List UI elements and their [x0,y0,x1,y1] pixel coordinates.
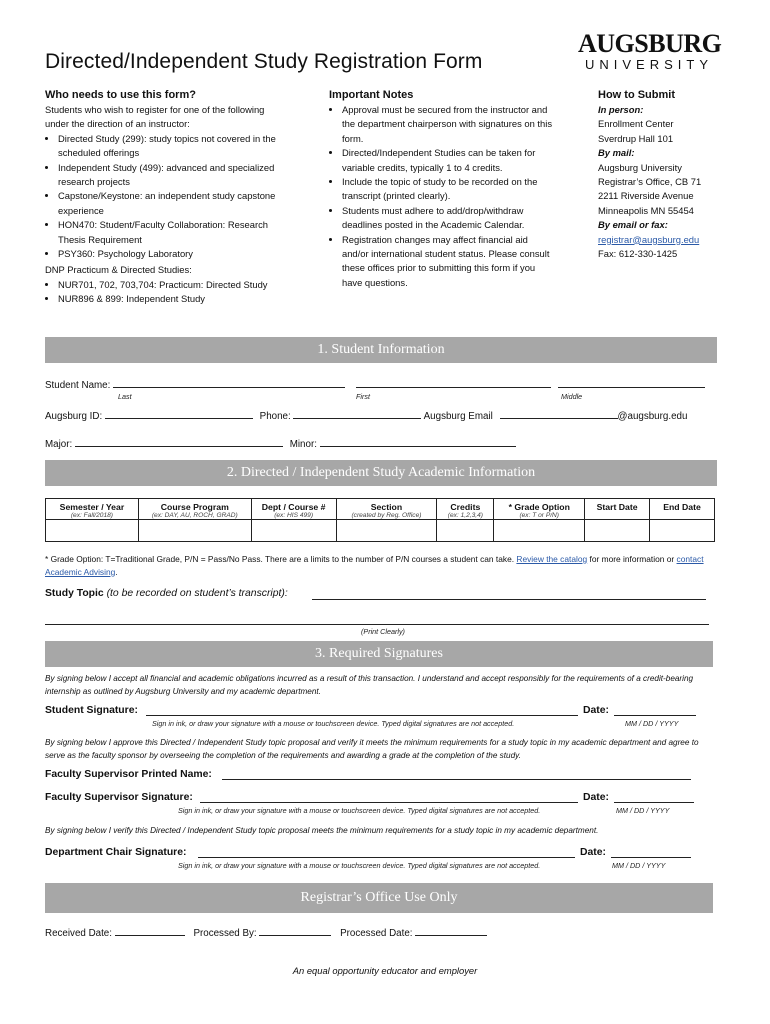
last-label: Last [118,392,132,401]
note-text: * Grade Option: T=Traditional Grade, P/N = Pass/No Pass. There are a limits to the number of P/N courses a student can take. [45,554,515,564]
email-label: By email or fax: [598,219,668,231]
processed-date-label: Processed Date: [340,928,413,939]
list-item: • Independent Study (499): advanced and specialized research projects [58,161,285,190]
chair-signature-label: Department Chair Signature: [45,847,187,858]
id-row [45,408,687,422]
email-domain: @augsburg.edu [617,411,688,422]
course-program-cell[interactable] [138,520,251,542]
faculty-signature-label: Faculty Supervisor Signature: [45,792,193,803]
table-header: End Date [650,499,715,520]
list-item: • NUR701, 702, 703,704: Practicum: Directed Study [58,278,285,292]
study-topic-hint: (to be recorded on student’s transcript): [106,588,288,599]
phone-label: Phone: [259,411,291,422]
faculty-name-field[interactable] [222,769,691,780]
university-logo [578,30,720,72]
in-person-line: Sverdrup Hall 101 [598,132,674,144]
start-date-cell[interactable] [585,520,650,542]
chair-date-field[interactable] [611,847,691,858]
processed-date-field[interactable] [415,925,487,936]
sign-hint: Sign in ink, or draw your signature with a mouse or touchscreen device. Typed digital signatures are not accepted. [178,806,541,815]
major-label: Major: [45,439,73,450]
review-catalog-link[interactable]: Review the catalog [516,554,588,564]
first-label: First [356,392,370,401]
grade-option-note [45,553,713,578]
credits-cell[interactable] [437,520,494,542]
academic-info-header: 2. Directed / Independent Study Academic Information [45,460,717,486]
date-format-hint: MM / DD / YYYY [625,719,679,728]
study-topic-row [45,588,288,599]
who-list [45,132,285,262]
logo-subtitle: UNIVERSITY [584,57,713,72]
who-intro: Students who wish to register for one of the following under the direction of an instructor: [45,104,265,130]
processed-by-label: Processed By: [193,928,257,939]
major-field[interactable] [75,436,283,447]
student-statement: By signing below I accept all financial and academic obligations incurred as a result of this transaction. I understand and accept responsibly for the requirements of a credit-bearing internship as outlined by Augsburg University and my academic department. [45,674,694,696]
sign-hint: Sign in ink, or draw your signature with a mouse or touchscreen device. Typed digital signatures are not accepted. [178,861,541,870]
minor-field[interactable] [320,436,516,447]
phone-field[interactable] [293,408,421,419]
table-header-row [46,499,715,520]
faculty-name-label: Faculty Supervisor Printed Name: [45,769,212,780]
middle-label: Middle [561,392,583,401]
registrar-header: Registrar’s Office Use Only [45,883,713,913]
grade-option-cell[interactable] [494,520,585,542]
student-info-header: 1. Student Information [45,337,717,363]
table-row [46,520,715,542]
table-header: * Grade Option (ex: T or P/N) [494,499,585,520]
augsburg-id-field[interactable] [105,408,253,419]
mail-line: Registrar’s Office, CB 71 [598,176,702,188]
major-row [45,436,516,450]
mail-line: Minneapolis MN 55454 [598,204,694,216]
table-header: Dept / Course # (ex: HIS 499) [251,499,336,520]
list-item: • Approval must be secured from the instructor and the department chairperson with signatures on this form. [342,103,555,146]
study-topic-field-line2[interactable] [45,614,709,625]
study-topic-label: Study Topic [45,588,104,599]
dnp-list [45,278,285,307]
study-topic-field[interactable] [312,589,706,600]
received-date-label: Received Date: [45,928,112,939]
note-text: . [115,566,118,577]
date-format-hint: MM / DD / YYYY [616,806,670,815]
dnp-heading: DNP Practicum & Directed Studies: [45,264,192,276]
mail-line: Augsburg University [598,161,682,173]
notes-list [329,103,555,290]
augsburg-email-field[interactable] [500,408,618,419]
middle-name-field[interactable] [558,377,705,388]
student-date-field[interactable] [614,705,696,716]
notes-heading: Important Notes [329,89,414,101]
list-item: • Directed/Independent Studies can be taken for variable credits, typically 1 to 4 credits. [342,146,555,175]
list-item: • Directed Study (299): study topics not covered in the scheduled offerings [58,132,285,161]
chair-statement: By signing below I verify this Directed / Independent Study topic proposal meets the minimum requirements for a study topic in my academic department. [45,826,599,835]
date-label: Date: [583,792,609,803]
section-cell[interactable] [336,520,437,542]
who-section [45,89,285,307]
list-item: • Students must adhere to add/drop/withdraw deadlines posted in the Academic Calendar. [342,204,555,233]
minor-label: Minor: [289,439,317,450]
table-header: Credits (ex: 1,2,3,4) [437,499,494,520]
table-header: Section (created by Reg. Office) [336,499,437,520]
first-name-field[interactable] [356,377,551,388]
student-name-label: Student Name: [45,380,111,391]
student-signature-field[interactable] [146,705,578,716]
student-signature-label: Student Signature: [45,705,138,716]
notes-section [329,89,555,290]
submit-section [598,89,728,261]
who-heading: Who needs to use this form? [45,89,196,101]
mail-line: 2211 Riverside Avenue [598,190,694,202]
list-item: • NUR896 & 899: Independent Study [58,292,285,306]
registrar-row [45,925,487,939]
in-person-label: In person: [598,104,644,115]
end-date-cell[interactable] [650,520,715,542]
email-field-label: Augsburg Email [423,411,493,422]
chair-signature-field[interactable] [198,847,575,858]
list-item: • HON470: Student/Faculty Collaboration: Research Thesis Requirement [58,218,285,247]
id-label: Augsburg ID: [45,411,103,422]
list-item: • Registration changes may affect financial aid and/or international student status. Please consult these offices prior to submitting this form if you have questions. [342,233,555,291]
note-text: for more information or [589,554,675,564]
list-item: • PSY360: Psychology Laboratory [58,247,285,261]
table-header: Semester / Year (ex: Fall/2018) [46,499,139,520]
list-item: • Include the topic of study to be recorded on the transcript (printed clearly). [342,175,555,204]
semester-year-cell[interactable] [46,520,139,542]
table-header: Course Program (ex: DAY, AU, ROCH, GRAD) [138,499,251,520]
received-date-field[interactable] [115,925,185,936]
contact-advising-link[interactable]: contact Academic Advising [45,554,704,577]
signatures-header: 3. Required Signatures [45,641,713,667]
faculty-signature-field[interactable] [200,792,578,803]
table-header: Start Date [585,499,650,520]
fax-number: Fax: 612-330-1425 [598,248,678,260]
processed-by-field[interactable] [259,925,331,936]
student-name-row [45,377,345,391]
submit-heading: How to Submit [598,89,675,101]
mail-label: By mail: [598,147,635,159]
list-item: • Capstone/Keystone: an independent study capstone experience [58,189,285,218]
sign-hint: Sign in ink, or draw your signature with a mouse or touchscreen device. Typed digital signatures are not accepted. [152,719,515,728]
registrar-email-link[interactable]: registrar@augsburg.edu [598,233,700,245]
course-table [45,498,715,542]
page-title: Directed/Independent Study Registration Form [45,50,483,73]
logo-name: AUGSBURG [578,29,722,58]
dept-course-cell[interactable] [251,520,336,542]
date-format-hint: MM / DD / YYYY [612,861,666,870]
last-name-field[interactable] [113,377,345,388]
in-person-line: Enrollment Center [598,118,674,130]
faculty-date-field[interactable] [614,792,694,803]
faculty-statement: By signing below I approve this Directed / Independent Study topic proposal and verify it meets the minimum requirements for a study topic in my academic department and agree to serve as the faculty sponsor by overseeing the completion of the requirements and awarding a grade at the completion of the study. [45,738,699,760]
date-label: Date: [583,705,609,716]
print-clearly-hint: (Print Clearly) [361,627,405,636]
date-label: Date: [580,847,606,858]
footer-text: An equal opportunity educator and employer [292,965,478,976]
